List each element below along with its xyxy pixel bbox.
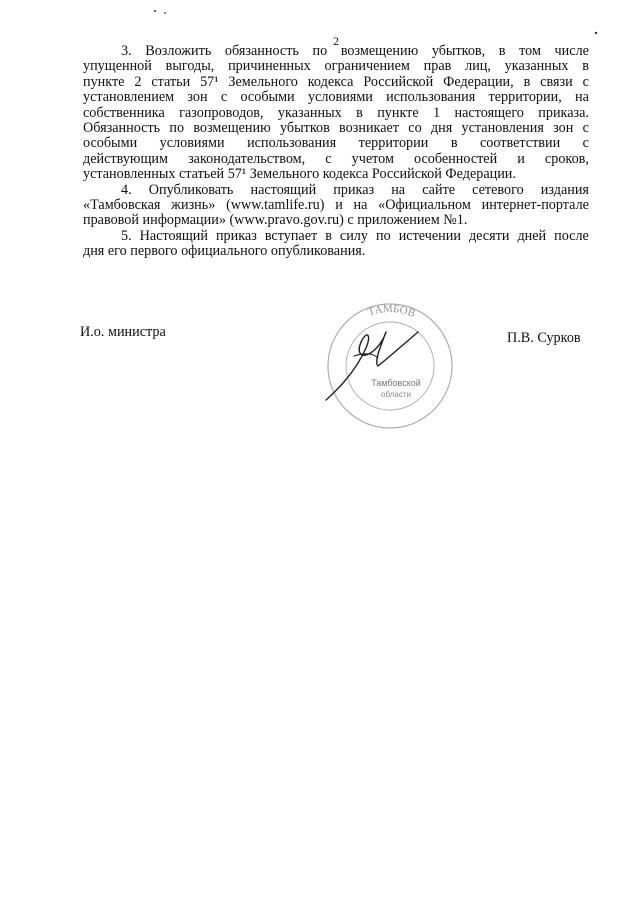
text-line: «Тамбовская жизнь» (www.tamlife.ru) и на «Официальном интернет-портале — [83, 197, 589, 214]
stamp-text-top: ТАМБОВ — [366, 302, 417, 320]
text-line: установленных статьей 57¹ Земельного кодекса Российской Федерации. — [83, 166, 516, 183]
official-stamp — [314, 296, 466, 430]
text-line: правовой информации» (www.pravo.gov.ru) с приложением №1. — [83, 212, 468, 229]
text-line: установлением зон с особыми условиями использования территории, на — [83, 89, 589, 106]
text-line: пункте 2 статьи 57¹ Земельного кодекса Российской Федерации, в связи с — [83, 73, 589, 90]
text-line: Обязанность по возмещению убытков возникает со дня установления зон с — [83, 120, 589, 137]
svg-text:ТАМБОВ — [367, 303, 417, 320]
page-number: 2 — [333, 34, 339, 48]
text-line: дня его первого официального опубликования. — [83, 243, 366, 260]
text-line: упущенной выгоды, причиненных ограничением прав лиц, указанных в — [83, 58, 589, 75]
signer-title: И.о. министра — [80, 324, 166, 340]
order-body — [83, 44, 589, 260]
signer-name: П.В. Сурков — [507, 330, 581, 346]
stamp-text-center-2: области — [381, 390, 411, 399]
text-line: 3. Возложить обязанность по возмещению убытков, в том числе — [121, 43, 589, 59]
stamp-text-center-1: Тамбовской — [371, 378, 421, 388]
text-line: собственника газопроводов, указанных в пункте 1 настоящего приказа. — [83, 104, 589, 121]
text-line: особыми условиями использования территории в соответствии с — [83, 135, 589, 152]
text-line: 5. Настоящий приказ вступает в силу по истечении десяти дней после — [121, 227, 589, 244]
text-line: действующим законодательством, с учетом особенностей и сроков, — [83, 150, 589, 167]
text-line: 4. Опубликовать настоящий приказ на сайте сетевого издания — [121, 181, 589, 198]
